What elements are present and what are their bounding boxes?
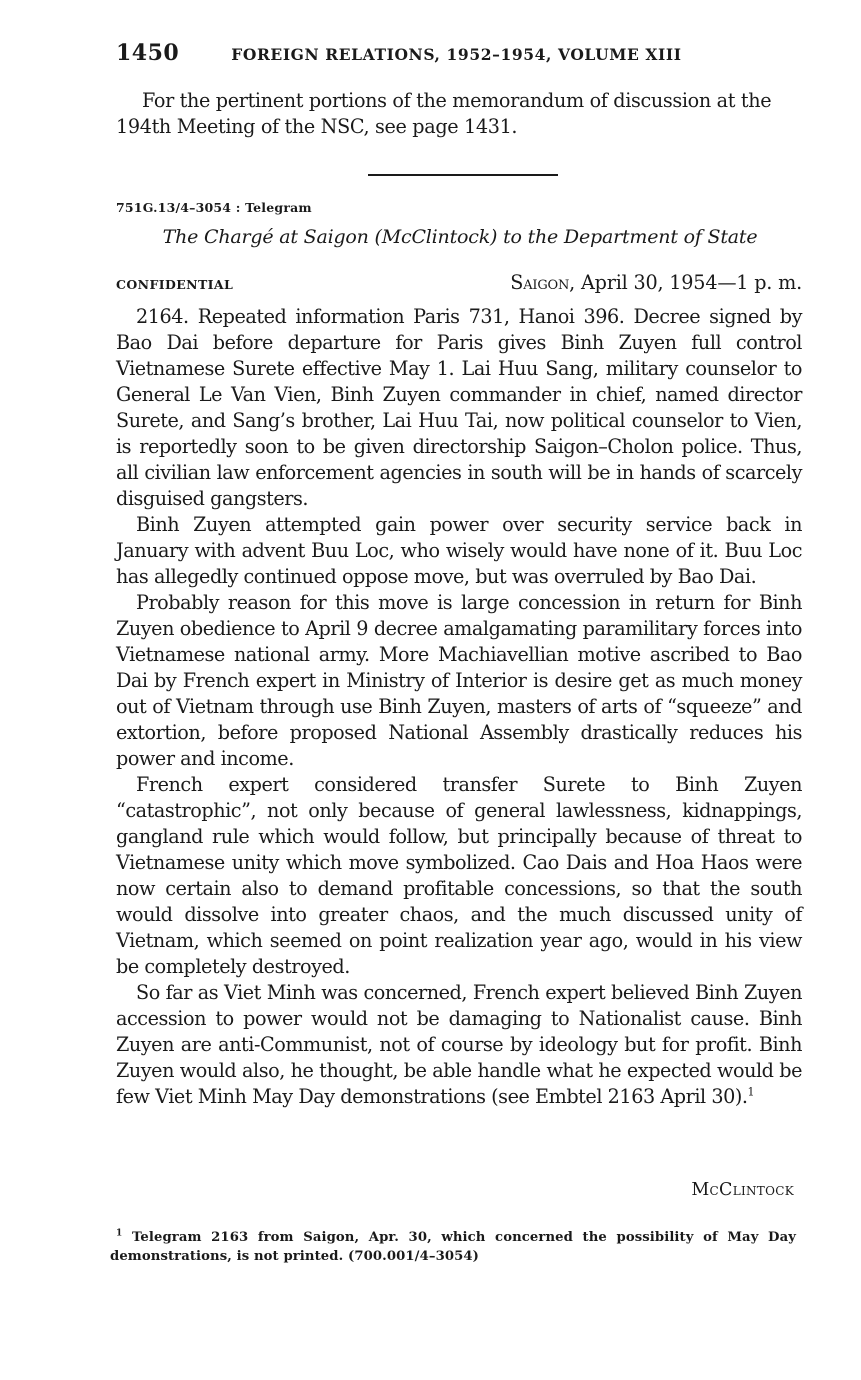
body-paragraph: 2164. Repeated information Paris 731, Hanoi 396. Decree signed by Bao Dai before departure for Paris gives Binh Zuyen full control Vietnamese Surete effective May 1. Lai Huu Sang, military counselor to General Le Van Vien, Binh Zuyen commander in chief, named director Surete, and Sang’s brother, Lai Huu Tai, now political counselor to Vien, is reportedly soon to be given directorship Saigon–Cholon police. Thus, all civilian law enforcement agencies in south will be in hands of scarcely disguised gangsters.	[116, 305, 802, 510]
body-paragraph: Binh Zuyen attempted gain power over security service back in January with advent Buu Loc, who wisely would have none of it. Buu Loc has allegedly continued oppose move, but was overruled by Bao Dai.	[116, 513, 802, 588]
footnote-marker: 1	[747, 1085, 755, 1099]
body-paragraph: French expert considered transfer Surete to Binh Zuyen “catastrophic”, not only because of general lawlessness, kidnappings, gangland rule which would follow, but principally because of threat to Vietnamese unity which move symbolized. Cao Dais and Hoa Haos were now certain also to demand profitable concessions, so that the south would dissolve into greater chaos, and the much discussed unity of Vietnam, which seemed on point realization year ago, would in his view be completely destroyed.	[116, 773, 802, 978]
body-paragraph-last	[116, 980, 802, 1110]
document-title: The Chargé at Saigon (McClintock) to the Department of State	[162, 226, 758, 248]
signature: McClintock	[691, 1180, 794, 1200]
dateline-row	[116, 271, 802, 294]
footnote	[110, 1228, 796, 1266]
page-number: 1450	[116, 40, 180, 66]
running-head: FOREIGN RELATIONS, 1952–1954, VOLUME XIII	[231, 45, 682, 64]
body-paragraph: Probably reason for this move is large concession in return for Binh Zuyen obedience to April 9 decree amalgamating paramilitary forces into Vietnamese national army. More Machiavellian motive ascribed to Bao Dai by French expert in Ministry of Interior is desire get as much money out of Vietnam through use Binh Zuyen, masters of arts of “squeeze” and extortion, before proposed National Assembly drastically reduces his power and income.	[116, 591, 802, 770]
footnote-text: Telegram 2163 from Saigon, Apr. 30, which concerned the possibility of May Day demonstrations, is not printed. (700.001/4–3054)	[110, 1230, 796, 1264]
classification-label: CONFIDENTIAL	[116, 277, 234, 292]
last-paragraph-text: So far as Viet Minh was concerned, French expert believed Binh Zuyen accession to power would not be damaging to Nationalist cause. Binh Zuyen are anti-Communist, not of course by ideology but for profit. Binh Zuyen would also, he thought, be able handle what he expected would be few Viet Minh May Day demonstrations (see Embtel 2163 April 30).	[116, 981, 802, 1108]
dateline	[510, 271, 802, 294]
telegram-body	[116, 304, 802, 1110]
intro-paragraph: For the pertinent portions of the memorandum of discussion at the 194th Meeting of the NSC, see page 1431.	[116, 89, 772, 138]
footnote-number: 1	[116, 1228, 123, 1239]
section-divider	[368, 174, 558, 176]
file-reference: 751G.13/4–3054 : Telegram	[116, 200, 312, 215]
dateline-place: Saigon,	[510, 271, 576, 294]
page-header	[116, 40, 806, 74]
dateline-date: April 30, 1954—1 p. m.	[575, 271, 802, 294]
